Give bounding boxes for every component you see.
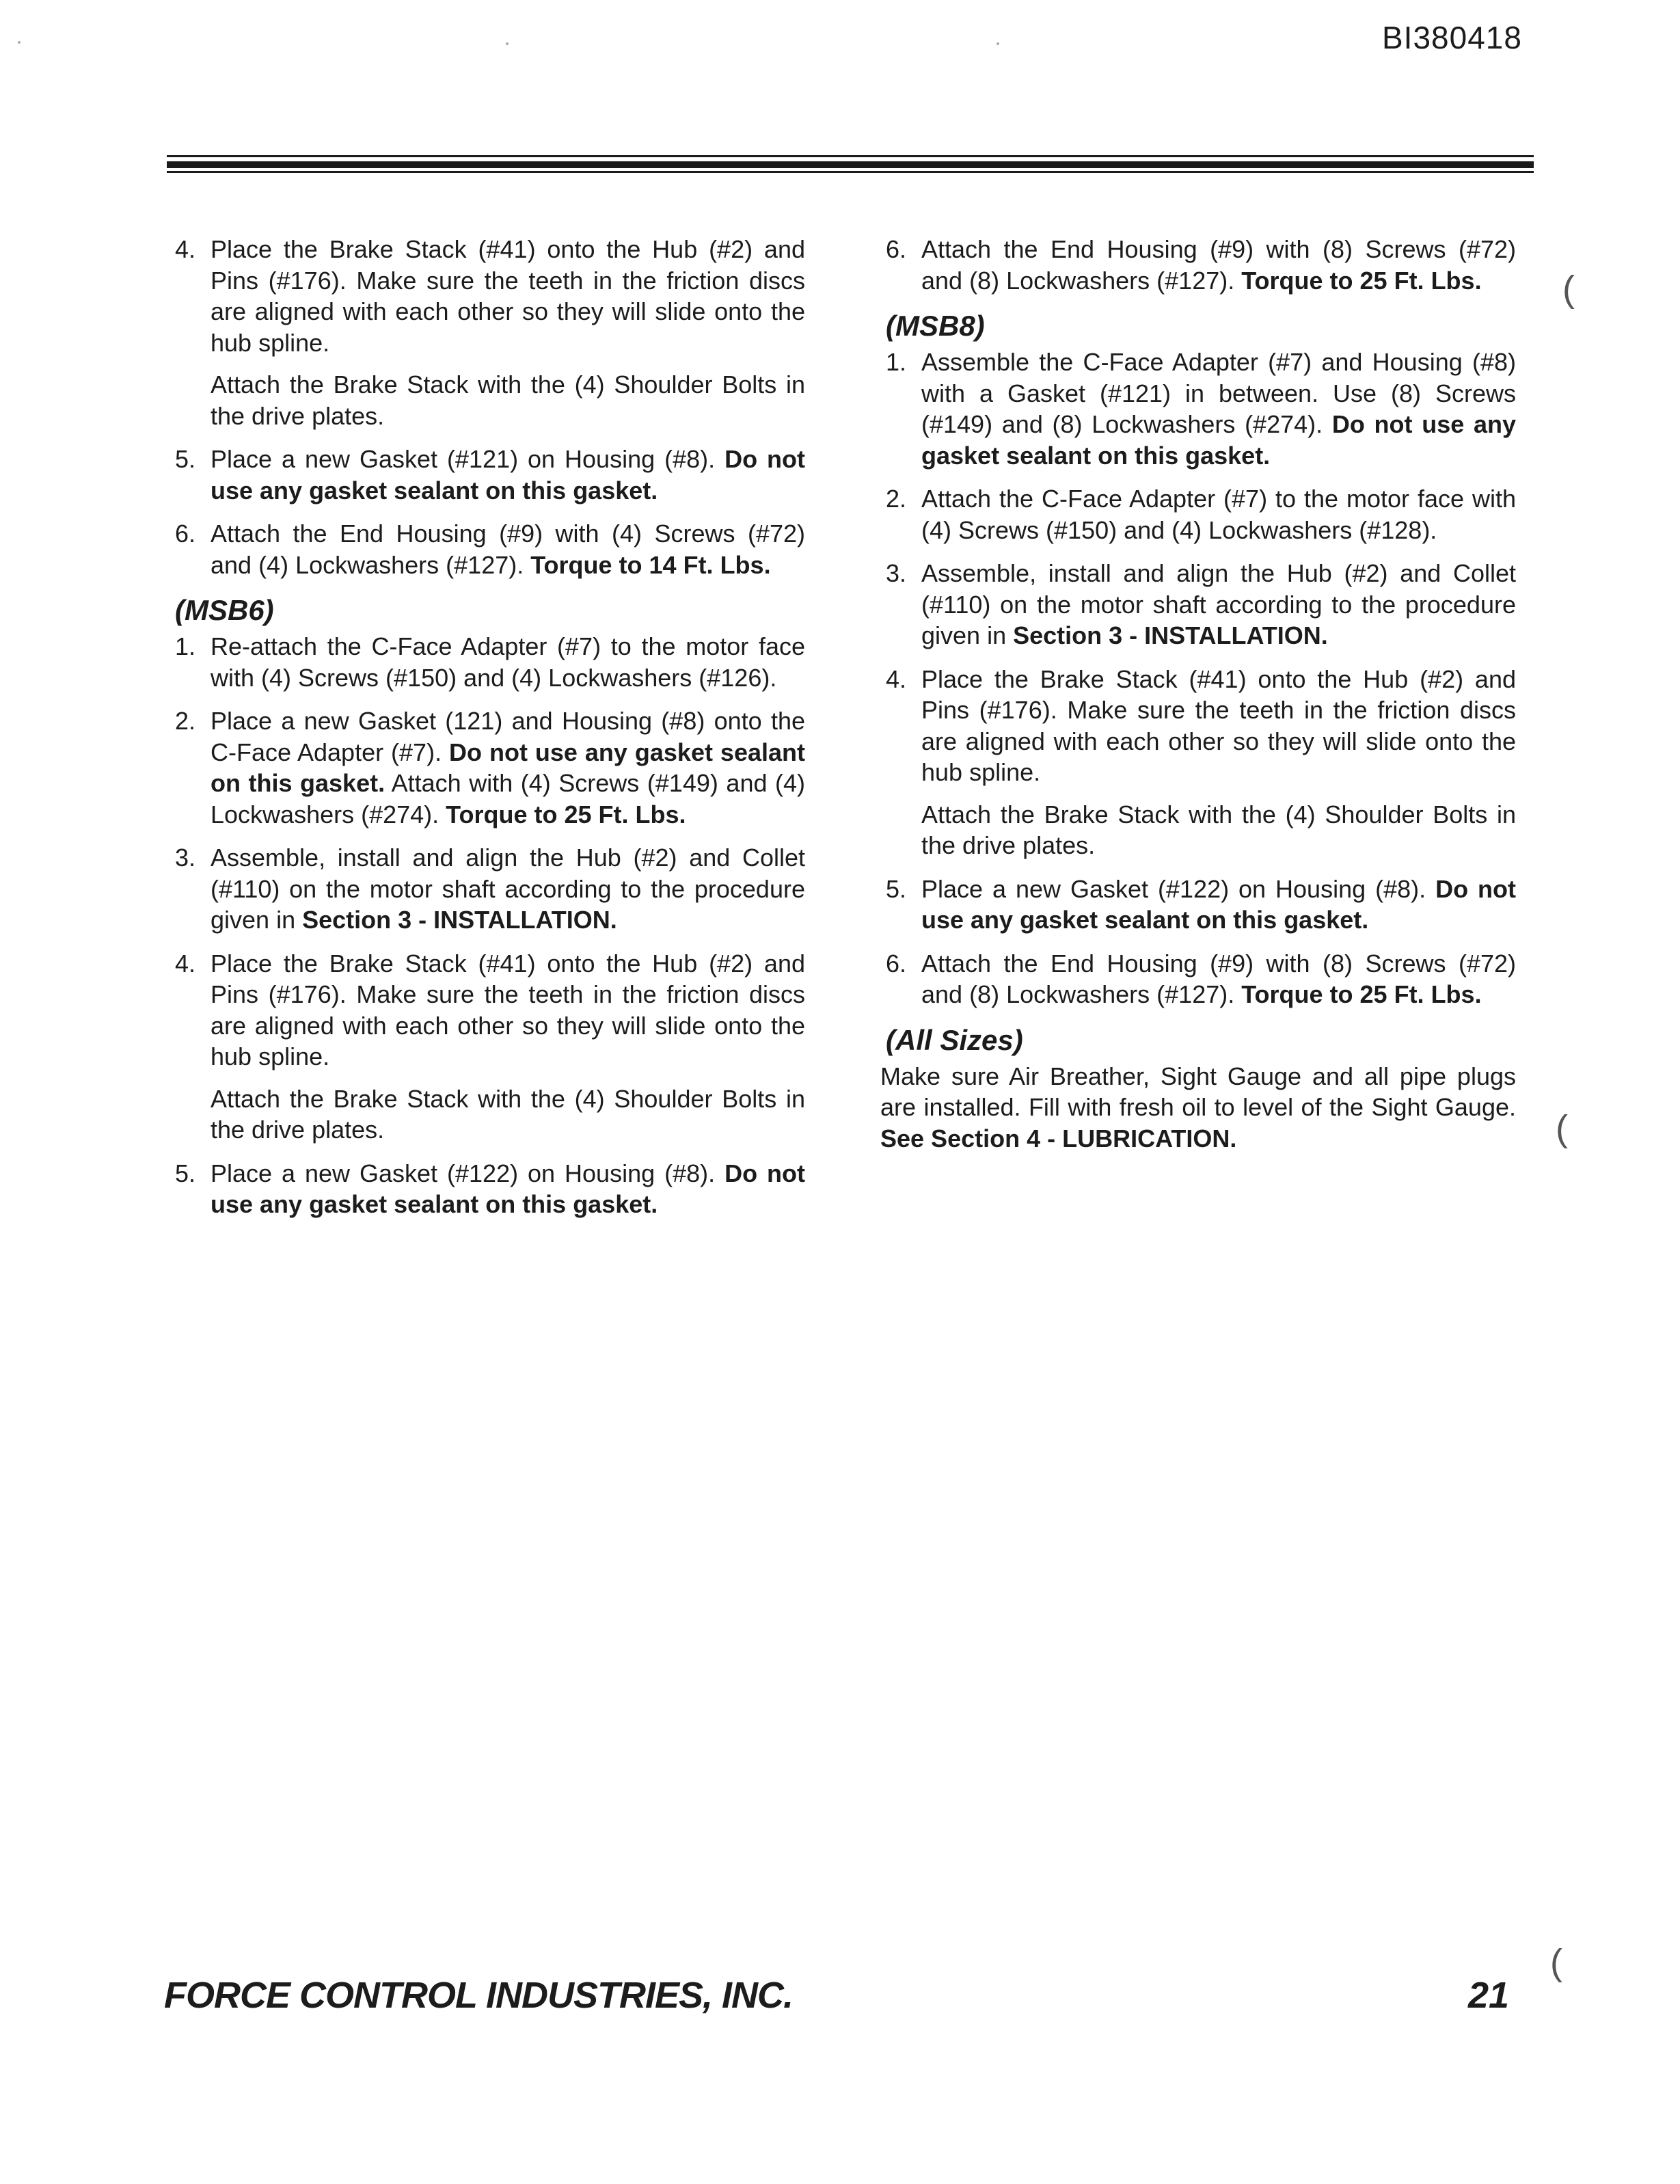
scan-speck <box>18 41 21 44</box>
item-number: 6. <box>886 949 907 978</box>
section-heading-msb6: (MSB6) <box>175 594 274 626</box>
item-bold-text: Section 3 - INSTALLATION. <box>302 906 617 934</box>
item-number: 1. <box>886 348 907 376</box>
item-bold-text: Do not use any gasket sealant on this gasket. <box>211 445 805 504</box>
list-item <box>880 664 1516 861</box>
item-text: Assemble, install and align the Hub (#2) and Collet (#110) on the motor shaft according to the procedure given in <box>921 559 1516 649</box>
item-bold-text: Torque to 14 Ft. Lbs. <box>530 550 771 579</box>
item-subtext: Attach the Brake Stack with the (4) Shoulder Bolts in the drive plates. <box>921 800 1516 859</box>
list-item <box>880 558 1516 651</box>
header-rule-thin-lower <box>167 171 1534 173</box>
list-item <box>170 234 805 431</box>
right-column <box>880 234 1516 1154</box>
item-text: Place the Brake Stack (#41) onto the Hub (#2) and Pins (#176). Make sure the teeth in the friction discs are aligned with each other so they will slide onto the hub spline. <box>211 235 805 357</box>
item-bold-text: Torque to 25 Ft. Lbs. <box>446 800 686 828</box>
item-number: 6. <box>175 520 196 548</box>
item-text: Place a new Gasket (#121) on Housing (#8). <box>211 445 725 473</box>
page-number: 21 <box>1468 1975 1510 2016</box>
item-text: Assemble, install and align the Hub (#2) and Collet (#110) on the motor shaft according to the procedure given in <box>211 844 805 934</box>
item-bold-text: Do not use any gasket sealant on this gasket. <box>921 410 1516 470</box>
item-number: 4. <box>886 664 907 693</box>
item-number: 2. <box>886 485 907 513</box>
margin-mark: ( <box>1556 1108 1568 1149</box>
left-column <box>170 234 805 1232</box>
list-item <box>170 631 805 693</box>
footer-company-name: FORCE CONTROL INDUSTRIES, INC. <box>164 1975 794 2016</box>
header-rule-thick <box>167 161 1534 168</box>
all-sizes-text: Make sure Air Breather, Sight Gauge and all pipe plugs are installed. Fill with fresh oil to level of the Sight Gauge. <box>880 1062 1516 1121</box>
list-item <box>170 1158 805 1220</box>
item-number: 3. <box>886 559 907 587</box>
list-item <box>880 347 1516 471</box>
item-number: 1. <box>175 632 196 660</box>
item-text: Attach the End Housing (#9) with (4) Screws (#72) and (4) Lockwashers (#127). <box>211 520 805 579</box>
item-bold-text: Do not use any gasket sealant on this gasket. <box>211 1159 805 1218</box>
item-text: Assemble the C-Face Adapter (#7) and Housing (#8) with a Gasket (#121) in between. Use (8) Screws (#149) and (8) Lockwashers (#274). <box>921 348 1516 438</box>
item-text: Place a new Gasket (121) and Housing (#8) onto the C-Face Adapter (#7). <box>211 707 805 766</box>
item-text: Place the Brake Stack (#41) onto the Hub (#2) and Pins (#176). Make sure the teeth in the friction discs are aligned with each other so they will slide onto the hub spline. <box>211 949 805 1070</box>
list-item <box>170 444 805 506</box>
item-number: 6. <box>886 235 907 263</box>
item-number: 2. <box>175 707 196 735</box>
list-item <box>880 874 1516 936</box>
list-item <box>170 948 805 1146</box>
item-text: Place the Brake Stack (#41) onto the Hub (#2) and Pins (#176). Make sure the teeth in the friction discs are aligned with each other so they will slide onto the hub spline. <box>921 664 1516 786</box>
list-item <box>170 705 805 830</box>
margin-mark: ( <box>1562 269 1575 310</box>
item-number: 5. <box>175 1159 196 1187</box>
item-bold-text: Torque to 25 Ft. Lbs. <box>1241 266 1482 295</box>
all-sizes-paragraph <box>880 1061 1516 1155</box>
item-text: Place a new Gasket (#122) on Housing (#8). <box>921 874 1436 903</box>
item-number: 3. <box>175 844 196 872</box>
list-item <box>170 518 805 580</box>
list-item <box>880 234 1516 296</box>
item-number: 4. <box>175 235 196 263</box>
item-number: 5. <box>175 445 196 473</box>
item-number: 4. <box>175 949 196 978</box>
scan-speck <box>997 42 999 45</box>
section-heading-all-sizes: (All Sizes) <box>886 1023 1023 1056</box>
item-subtext: Attach the Brake Stack with the (4) Shoulder Bolts in the drive plates. <box>211 370 805 430</box>
item-text: Attach the End Housing (#9) with (8) Screws (#72) and (8) Lockwashers (#127). <box>921 235 1516 295</box>
item-text: Re-attach the C-Face Adapter (#7) to the motor face with (4) Screws (#150) and (4) Lockwashers (#126). <box>211 632 805 692</box>
all-sizes-bold-text: See Section 4 - LUBRICATION. <box>880 1124 1237 1152</box>
item-bold-text: Torque to 25 Ft. Lbs. <box>1241 980 1482 1008</box>
item-text: Attach with (4) Screws (#149) and (4) Lockwashers (#274). <box>211 769 806 828</box>
section-heading-msb8: (MSB8) <box>886 310 985 342</box>
item-text: Attach the C-Face Adapter (#7) to the motor face with (4) Screws (#150) and (4) Lockwashers (#128). <box>921 485 1516 544</box>
list-item <box>880 948 1516 1010</box>
item-bold-text: Do not use any gasket sealant on this gasket. <box>921 874 1516 934</box>
header-rule-thin <box>167 155 1534 157</box>
item-bold-text: Do not use any gasket sealant on this gasket. <box>211 738 805 797</box>
list-item <box>170 842 805 936</box>
item-subtext: Attach the Brake Stack with the (4) Shoulder Bolts in the drive plates. <box>211 1084 805 1144</box>
item-text: Attach the End Housing (#9) with (8) Screws (#72) and (8) Lockwashers (#127). <box>921 949 1516 1008</box>
scan-speck <box>506 42 509 45</box>
item-bold-text: Section 3 - INSTALLATION. <box>1013 621 1328 649</box>
item-text: Place a new Gasket (#122) on Housing (#8). <box>211 1159 725 1187</box>
list-item <box>880 483 1516 545</box>
item-number: 5. <box>886 874 907 903</box>
margin-mark: ( <box>1550 1942 1562 1983</box>
document-id: BI380418 <box>1382 20 1522 55</box>
